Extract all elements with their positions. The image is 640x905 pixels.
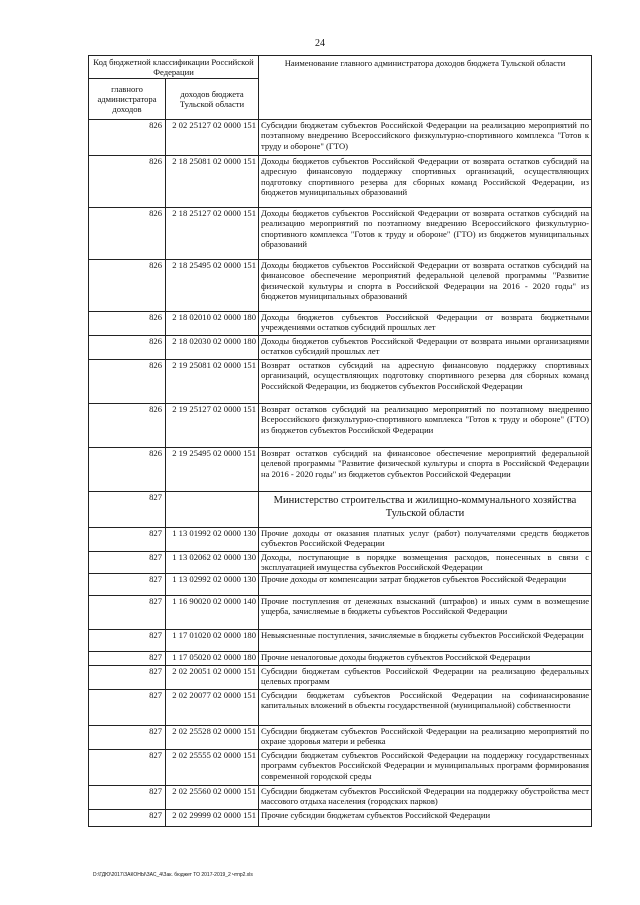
table-row <box>89 404 592 448</box>
admin-code-cell: 827 <box>89 492 166 528</box>
table-row <box>89 630 592 652</box>
table-row <box>89 666 592 690</box>
table-row <box>89 448 592 492</box>
admin-code-cell: 827 <box>89 786 166 810</box>
income-name-cell: Возврат остатков субсидий на реализацию мероприятий по поэтапному внедрению Всероссийского физкультурно-спортивного комплекса "Готов к труду и обороне" (ГТО) из бюджетов субъектов Российской Федерации <box>259 404 592 448</box>
income-code-cell: 2 02 25555 02 0000 151 <box>166 750 259 786</box>
admin-code-cell: 826 <box>89 404 166 448</box>
income-code-cell: 2 19 25495 02 0000 151 <box>166 448 259 492</box>
header-code-group: Код бюджетной классификации Российской Федерации <box>89 56 259 79</box>
income-code-cell: 2 02 25127 02 0000 151 <box>166 120 259 156</box>
income-code-cell: 1 17 01020 02 0000 180 <box>166 630 259 652</box>
table-row <box>89 208 592 260</box>
income-name-cell: Прочие доходы от оказания платных услуг (работ) получателями средств бюджетов субъектов Российской Федерации <box>259 528 592 552</box>
table-row <box>89 360 592 404</box>
table-row <box>89 810 592 827</box>
admin-code-cell: 827 <box>89 552 166 574</box>
income-name-cell: Прочие неналоговые доходы бюджетов субъектов Российской Федерации <box>259 652 592 666</box>
income-name-cell: Субсидии бюджетам субъектов Российской Федерации на реализацию мероприятий по поэтапному внедрению Всероссийского физкультурно-спортивного комплекса "Готов к труду и обороне" (ГТО) <box>259 120 592 156</box>
income-code-cell <box>166 492 259 528</box>
page-number: 24 <box>315 38 325 49</box>
table-row <box>89 552 592 574</box>
income-code-cell: 1 13 01992 02 0000 130 <box>166 528 259 552</box>
header-admin-column: главного администратора доходов <box>89 79 166 120</box>
header-name-column: Наименование главного администратора доходов бюджета Тульской области <box>259 56 592 120</box>
table-row <box>89 690 592 726</box>
table-row <box>89 726 592 750</box>
income-name-cell: Субсидии бюджетам субъектов Российской Федерации на реализацию федеральных целевых программ <box>259 666 592 690</box>
section-row <box>89 492 592 528</box>
income-name-cell: Доходы бюджетов субъектов Российской Федерации от возврата иными организациями остатков субсидий прошлых лет <box>259 336 592 360</box>
table-row <box>89 156 592 208</box>
income-name-cell: Субсидии бюджетам субъектов Российской Федерации на софинансирование капитальных вложений в объекты государственной (муниципальной) собственности <box>259 690 592 726</box>
income-code-cell: 2 19 25127 02 0000 151 <box>166 404 259 448</box>
income-code-cell: 2 02 25528 02 0000 151 <box>166 726 259 750</box>
income-name-cell: Субсидии бюджетам субъектов Российской Федерации на поддержку обустройства мест массового отдыха населения (городских парков) <box>259 786 592 810</box>
income-name-cell: Возврат остатков субсидий на финансовое обеспечение мероприятий федеральной целевой программы "Развитие физической культуры и спорта в Российской Федерации на 2016 - 2020 годы" из бюджетов субъектов Российской Федерации <box>259 448 592 492</box>
table-row <box>89 750 592 786</box>
admin-code-cell: 827 <box>89 596 166 630</box>
table-row <box>89 260 592 312</box>
header-row <box>89 56 592 79</box>
section-title: Министерство строительства и жилищно-коммунального хозяйства Тульской области <box>259 492 592 528</box>
admin-code-cell: 826 <box>89 360 166 404</box>
income-code-cell: 1 17 05020 02 0000 180 <box>166 652 259 666</box>
admin-code-cell: 826 <box>89 448 166 492</box>
table-row <box>89 528 592 552</box>
admin-code-cell: 826 <box>89 156 166 208</box>
table-row <box>89 652 592 666</box>
income-name-cell: Невыясненные поступления, зачисляемые в бюджеты субъектов Российской Федерации <box>259 630 592 652</box>
admin-code-cell: 826 <box>89 120 166 156</box>
table-row <box>89 596 592 630</box>
income-name-cell: Прочие субсидии бюджетам субъектов Российской Федерации <box>259 810 592 827</box>
table-row <box>89 312 592 336</box>
table-row <box>89 786 592 810</box>
admin-code-cell: 827 <box>89 726 166 750</box>
income-name-cell: Прочие поступления от денежных взысканий (штрафов) и иных сумм в возмещение ущерба, зачисляемые в бюджеты субъектов Российской Федерации <box>259 596 592 630</box>
admin-code-cell: 826 <box>89 312 166 336</box>
admin-code-cell: 827 <box>89 750 166 786</box>
income-code-cell: 2 18 25495 02 0000 151 <box>166 260 259 312</box>
admin-code-cell: 826 <box>89 208 166 260</box>
table-row <box>89 120 592 156</box>
income-code-cell: 1 13 02062 02 0000 130 <box>166 552 259 574</box>
income-name-cell: Доходы бюджетов субъектов Российской Федерации от возврата остатков субсидий на финансовое обеспечение мероприятий федеральной целевой программы "Развитие физической культуры и спорта в Российской Федерации на 2016 - 2020 годы" из бюджетов муниципальных образований <box>259 260 592 312</box>
admin-code-cell: 827 <box>89 652 166 666</box>
admin-code-cell: 826 <box>89 260 166 312</box>
income-name-cell: Прочие доходы от компенсации затрат бюджетов субъектов Российской Федерации <box>259 574 592 596</box>
income-code-cell: 1 16 90020 02 0000 140 <box>166 596 259 630</box>
admin-code-cell: 827 <box>89 810 166 827</box>
income-name-cell: Субсидии бюджетам субъектов Российской Федерации на реализацию мероприятий по охране здоровья матери и ребенка <box>259 726 592 750</box>
income-name-cell: Доходы, поступающие в порядке возмещения расходов, понесенных в связи с эксплуатацией имущества субъектов Российской Федерации <box>259 552 592 574</box>
income-administrators-table <box>88 55 592 827</box>
income-code-cell: 2 18 02030 02 0000 180 <box>166 336 259 360</box>
footer-file-path: D:\ГДЮ\2017\ЗАКОНЫ\ЗАС_4\Зак. бюджет ТО 2017-2019_2 чтпр2.xls <box>93 872 253 878</box>
admin-code-cell: 826 <box>89 336 166 360</box>
income-name-cell: Доходы бюджетов субъектов Российской Федерации от возврата бюджетными учреждениями остатков субсидий прошлых лет <box>259 312 592 336</box>
header-income-column: доходов бюджета Тульской области <box>166 79 259 120</box>
income-code-cell: 2 02 20077 02 0000 151 <box>166 690 259 726</box>
admin-code-cell: 827 <box>89 528 166 552</box>
admin-code-cell: 827 <box>89 666 166 690</box>
income-name-cell: Доходы бюджетов субъектов Российской Федерации от возврата остатков субсидий на реализацию мероприятий по поэтапному внедрению Всероссийского физкультурно-спортивного комплекса "Готов к труду и обороне" (ГТО) из бюджетов муниципальных образований <box>259 208 592 260</box>
income-code-cell: 2 02 25560 02 0000 151 <box>166 786 259 810</box>
income-name-cell: Субсидии бюджетам субъектов Российской Федерации на поддержку государственных программ субъектов Российской Федерации и муниципальных программ формирования современной городской среды <box>259 750 592 786</box>
table-row <box>89 336 592 360</box>
income-name-cell: Доходы бюджетов субъектов Российской Федерации от возврата остатков субсидий на адресную финансовую поддержку спортивных организаций, осуществляющих подготовку спортивного резерва для сборных команд Российской Федерации, из бюджетов муниципальных образований <box>259 156 592 208</box>
income-code-cell: 2 18 02010 02 0000 180 <box>166 312 259 336</box>
income-code-cell: 2 02 29999 02 0000 151 <box>166 810 259 827</box>
table-body <box>89 56 592 827</box>
income-code-cell: 2 18 25081 02 0000 151 <box>166 156 259 208</box>
income-name-cell: Возврат остатков субсидий на адресную финансовую поддержку спортивных организаций, осуществляющих подготовку спортивного резерва для сборных команд Российской Федерации, из бюджетов субъектов Российской Федерации <box>259 360 592 404</box>
income-code-cell: 2 19 25081 02 0000 151 <box>166 360 259 404</box>
admin-code-cell: 827 <box>89 574 166 596</box>
admin-code-cell: 827 <box>89 690 166 726</box>
income-code-cell: 2 02 20051 02 0000 151 <box>166 666 259 690</box>
table-row <box>89 574 592 596</box>
admin-code-cell: 827 <box>89 630 166 652</box>
income-code-cell: 1 13 02992 02 0000 130 <box>166 574 259 596</box>
income-code-cell: 2 18 25127 02 0000 151 <box>166 208 259 260</box>
